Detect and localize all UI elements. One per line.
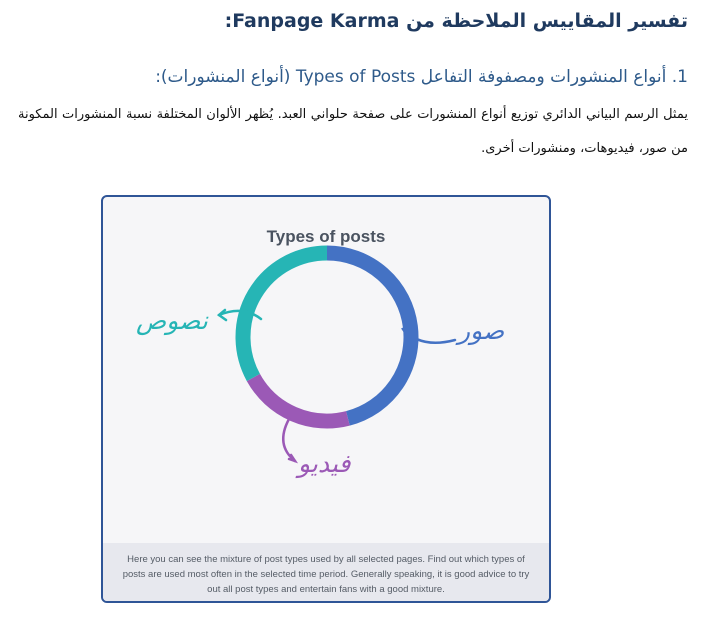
videos-arrow xyxy=(283,419,295,461)
texts-arrow-head xyxy=(219,310,226,320)
images-annotation: صور xyxy=(458,316,505,345)
chart-title: Types of posts xyxy=(266,227,386,246)
description-paragraph: يمثل الرسم البياني الدائري توزيع أنواع المنشورات على صفحة حلواني العبد. يُظهر الألوان المختلفة نسبة المنشورات المكونة من صور، فيديوهات، ومنشورات أخرى. xyxy=(18,107,688,156)
donut-segments xyxy=(243,253,411,421)
donut-chart xyxy=(103,197,549,601)
videos-annotation: فيديو xyxy=(298,449,351,478)
subsection-heading: 1. أنواع المنشورات ومصفوفة التفاعل Types of Posts (أنواع المنشورات): xyxy=(155,67,688,87)
texts-annotation: نصوص xyxy=(136,306,208,335)
section-heading: تفسير المقاييس الملاحظة من Fanpage Karma: xyxy=(224,10,688,32)
chart-screenshot xyxy=(101,195,551,603)
donut-segment-2 xyxy=(253,377,347,421)
chart-footer-note: Here you can see the mixture of post types used by all selected pages. Find out which types of posts are used most often in the selected time period. Generally speaking, it is good advice to try out all post types and entertain fans with a good mixture. xyxy=(103,543,549,601)
donut-segment-1 xyxy=(327,253,411,418)
